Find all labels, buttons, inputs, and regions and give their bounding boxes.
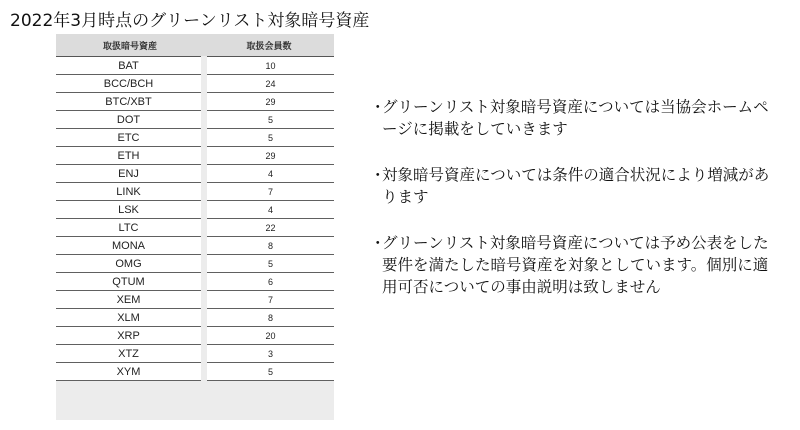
bullet-mark: ・	[370, 234, 386, 252]
note-text: グリーンリスト対象暗号資産については予め公表をした要件を満たした暗号資産を対象としています。個別に適用可否についての事由説明は致しません	[382, 234, 769, 296]
table-body	[56, 57, 334, 381]
member-count-cell: 29	[204, 147, 334, 165]
asset-name-cell: OMG	[56, 255, 204, 273]
asset-name-cell: XRP	[56, 327, 204, 345]
member-count-cell: 24	[204, 75, 334, 93]
member-count-cell: 7	[204, 183, 334, 201]
member-count-cell: 4	[204, 165, 334, 183]
asset-table-frame	[56, 34, 334, 420]
asset-name-cell: LINK	[56, 183, 204, 201]
member-count-cell: 8	[204, 309, 334, 327]
member-count-cell: 5	[204, 255, 334, 273]
asset-name-cell: BAT	[56, 57, 204, 75]
asset-name-cell: XTZ	[56, 345, 204, 363]
member-count-cell: 8	[204, 237, 334, 255]
table-row	[56, 93, 334, 111]
asset-name-cell: DOT	[56, 111, 204, 129]
table-row	[56, 147, 334, 165]
note-text: 対象暗号資産については条件の適合状況により増減があります	[382, 166, 770, 206]
member-count-cell: 5	[204, 363, 334, 381]
member-count-cell: 7	[204, 291, 334, 309]
table-row	[56, 111, 334, 129]
table-row	[56, 219, 334, 237]
member-count-cell: 20	[204, 327, 334, 345]
note-text: グリーンリスト対象暗号資産については当協会ホームページに掲載をしていきます	[382, 98, 769, 138]
asset-name-cell: XLM	[56, 309, 204, 327]
member-count-cell: 6	[204, 273, 334, 291]
table-header-row	[56, 34, 334, 57]
note-item	[370, 164, 782, 208]
asset-name-cell: ETH	[56, 147, 204, 165]
column-header-asset: 取扱暗号資産	[56, 34, 204, 57]
table-row	[56, 363, 334, 381]
member-count-cell: 5	[204, 129, 334, 147]
asset-name-cell: BTC/XBT	[56, 93, 204, 111]
member-count-cell: 3	[204, 345, 334, 363]
asset-name-cell: XYM	[56, 363, 204, 381]
note-item	[370, 232, 782, 298]
member-count-cell: 10	[204, 57, 334, 75]
table-row	[56, 327, 334, 345]
asset-name-cell: ENJ	[56, 165, 204, 183]
asset-name-cell: QTUM	[56, 273, 204, 291]
table-row	[56, 201, 334, 219]
asset-name-cell: BCC/BCH	[56, 75, 204, 93]
bullet-mark: ・	[370, 98, 386, 116]
table-row	[56, 345, 334, 363]
note-item	[370, 96, 782, 140]
table-row	[56, 291, 334, 309]
table-row	[56, 129, 334, 147]
asset-name-cell: MONA	[56, 237, 204, 255]
member-count-cell: 5	[204, 111, 334, 129]
member-count-cell: 4	[204, 201, 334, 219]
asset-name-cell: LTC	[56, 219, 204, 237]
table-row	[56, 165, 334, 183]
asset-name-cell: ETC	[56, 129, 204, 147]
asset-name-cell: XEM	[56, 291, 204, 309]
table-row	[56, 255, 334, 273]
column-header-member-count: 取扱会員数	[204, 34, 334, 57]
table-row	[56, 57, 334, 75]
notes-list	[370, 96, 790, 322]
page-title: 2022年3月時点のグリーンリスト対象暗号資産	[10, 11, 370, 31]
table-row	[56, 183, 334, 201]
asset-table	[56, 34, 334, 381]
table-row	[56, 75, 334, 93]
asset-name-cell: LSK	[56, 201, 204, 219]
bullet-mark: ・	[370, 166, 386, 184]
table-row	[56, 237, 334, 255]
member-count-cell: 22	[204, 219, 334, 237]
member-count-cell: 29	[204, 93, 334, 111]
table-row	[56, 273, 334, 291]
table-row	[56, 309, 334, 327]
